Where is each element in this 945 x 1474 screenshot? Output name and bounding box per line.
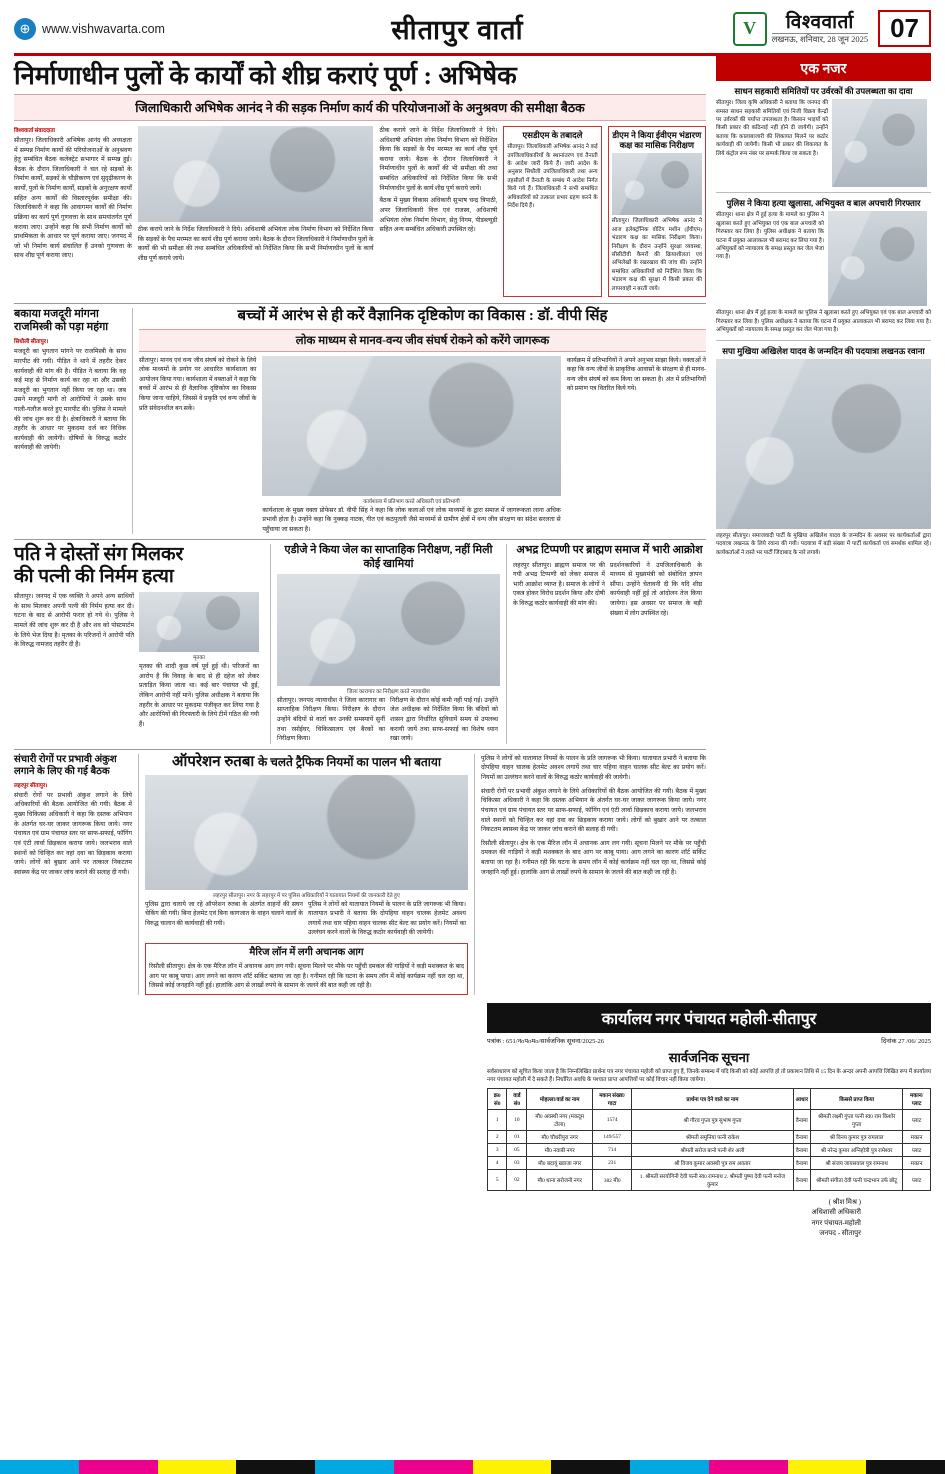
cell-basis: वैनामा <box>793 1156 810 1169</box>
cell-house-no: 1574 <box>593 1109 632 1130</box>
cell-applicant: श्री विजय कुमार अवस्थी पुत्र राम अवतार <box>632 1156 793 1169</box>
rail-item-text-cont: सीतापुर। थाना क्षेत्र में हुई हत्या के मामले का पुलिस ने खुलासा करते हुए अभियुक्त एवं एक बाल अपचारी को गिरफ्तार कर लिया है। पुलिस अधीक्षक ने बताया कि घटना में प्रयुक्त आलाकत्ल भी बरामद कर लिया गया है। अभियुक्तों को न्यायालय के समक्ष प्रस्तुत कर जेल भेजा गया है। <box>716 310 931 334</box>
workshop-photo-caption: कार्यशाला में प्रतिभाग करते अधिकारी एवं प्रतिभागी <box>363 498 460 505</box>
website-url[interactable]: www.vishwavarta.com <box>42 21 165 36</box>
signatory-office: नगर पंचायत-महोली <box>811 1218 861 1227</box>
victim-photo <box>139 592 259 652</box>
rail-item-title: पुलिस ने किया हत्या खुलासा, अभियुक्त व बाल अपचारी गिरफ्तार <box>726 198 921 209</box>
evm-inspection-box <box>608 126 706 297</box>
cell-basis: वैनामा <box>793 1143 810 1156</box>
science-headline: बच्चों में आरंभ से ही करें वैज्ञानिक दृष्टिकोण का विकास : डॉ. वीपी सिंह <box>237 307 608 324</box>
cell-serial: 3 <box>488 1143 507 1156</box>
dm-meeting-photo <box>138 126 374 222</box>
cell-applicant: श्रीमती सरोज बानो पत्नी शेर अली <box>632 1143 793 1156</box>
cell-mohalla: मौ0 थाना सरोजनी नगर <box>527 1169 593 1190</box>
labour-text: मजदूरी का भुगतान मांगने पर राजमिस्त्री के साथ मारपीट की गयी। पीड़ित ने थाने में तहरीर देकर कार्यवाही की मांग की है। पीड़ित ने बताया कि वह कई माह से निर्माण कार्य कर रहा था और उसकी मजदूरी का भुगतान नहीं किया जा रहा था। जब उसने मजदूरी मांगी तो आरोपियों ने उसके साथ गाली-गलौज करते हुए मारपीट की। पुलिस ने मामले की जांच शुरू कर दी है। क्षेत्राधिकारी ने बताया कि तहरीर के आधार पर मुकदमा दर्ज कर विधिक कार्यवाही की जायेगी। दोषियों के विरुद्ध कठोर कार्यवाही की जायेगी। <box>14 348 126 452</box>
rail-item-text: लहरपुर सीतापुर। समाजवादी पार्टी के मुखिया अखिलेश यादव के जन्मदिन के अवसर पर कार्यकर्ताओं द्वारा पदयात्रा लखनऊ के लिये रवाना की गयी। पदयात्रा में बड़ी संख्या में पार्टी कार्यकर्ता एवं समर्थक शामिल रहे। कार्यकर्ताओं ने रास्ते भर पार्टी जिंदाबाद के नारे लगाये। <box>716 532 931 556</box>
murder-headline-2: की पत्नी की निर्मम हत्या <box>14 566 174 588</box>
traffic-checking-photo <box>145 775 468 890</box>
rail-header: एक नजर <box>716 56 931 81</box>
sdm-transfer-box <box>503 126 601 297</box>
publication-logo <box>733 12 868 46</box>
cell-type: प्लाट <box>903 1143 931 1156</box>
logo-mark-icon: V <box>733 12 767 46</box>
cell-type: प्लाट <box>903 1109 931 1130</box>
cell-from-whom: श्रीमती संगीता देवी पत्नी चन्द्रभान उर्फ छोटू <box>811 1169 903 1190</box>
jail-headline: एडीजे ने किया जेल का साप्ताहिक निरीक्षण, नहीं मिली कोई खामियां <box>284 544 493 570</box>
notice-heading: सार्वजनिक सूचना <box>668 1050 750 1065</box>
rail-item <box>716 193 931 340</box>
rail-item <box>716 341 931 562</box>
evm-box-title: डीएम ने किया ईवीएम भंडारण कक्ष का मासिक निरीक्षण <box>612 130 702 151</box>
color-registration-strip <box>0 1460 945 1474</box>
edition-title: सीतापुर वार्ता <box>391 15 524 45</box>
cell-ward: 02 <box>507 1169 527 1190</box>
murder-headline-1: पति ने दोस्तों संग मिलकर <box>14 544 184 566</box>
col-mohalla: मोहल्ला/वार्ड का नाम <box>527 1088 593 1109</box>
fire-headline: मैरिज लॉन में लगी अचानक आग <box>249 947 364 958</box>
workshop-group-photo <box>262 356 560 496</box>
public-notice-block <box>487 1003 931 1239</box>
col-applicant: प्रार्थना पत्र देने वाले का नाम <box>632 1088 793 1109</box>
science-col2: कार्यशाला के मुख्य वक्ता प्रोफेसर डॉ. वीपी सिंह ने कहा कि लोक कलाओं एवं लोक माध्यमों के द्वारा समाज में जागरूकता लाना अधिक प्रभावी होता है। उन्होंने कहा कि नुक्कड़ नाटक, गीत एवं कठपुतली जैसे माध्यमों से ग्रामीण क्षेत्रों में वन्य जीव संरक्षण का संदेश सरलता से पहुँचाया जा सकता है। <box>262 506 561 533</box>
traffic-overflow-text: पुलिस ने लोगों को यातायात नियमों के पालन के प्रति जागरूक भी किया। यातायात प्रभारी ने बताया कि दोपहिया वाहन चालक हेलमेट अवश्य लगायें तथा चार पहिया वाहन चालक सीट बेल्ट का प्रयोग करें। नियमों का उल्लंघन करने वालों के विरुद्ध कठोर कार्यवाही की जायेगी। <box>481 754 706 782</box>
fertilizer-distribution-photo <box>832 99 927 187</box>
table-row <box>488 1156 931 1169</box>
cell-from-whom: श्रीमती लक्ष्मी गुप्ता पत्नी स्व0 राम किशोर गुप्ता <box>811 1109 903 1130</box>
cell-from-whom: श्री संजय जायसवाल पुत्र रामनाथ <box>811 1156 903 1169</box>
cell-serial: 4 <box>488 1156 507 1169</box>
table-row <box>488 1143 931 1156</box>
evm-box-text: सीतापुर। जिलाधिकारी अभिषेक आनंद ने आज इलेक्ट्रॉनिक वोटिंग मशीन (ईवीएम) भंडारण कक्ष का मासिक निरीक्षण किया। निरीक्षण के दौरान उन्होंने सुरक्षा व्यवस्था, सीसीटीवी कैमरों की क्रियाशीलता एवं अभिलेखों के रखरखाव की जांच की। उन्होंने सम्बंधित अधिकारियों को निर्देशित किया कि भंडारण कक्ष की सुरक्षा में किसी प्रकार की लापरवाही न बरती जाये। <box>611 218 702 292</box>
main-column <box>14 56 714 995</box>
masthead <box>14 10 931 56</box>
dengue-headline-1: संचारी रोगों पर प्रभावी अंकुश <box>14 753 117 765</box>
table-row <box>488 1130 931 1143</box>
col-ward: वार्ड सं0 <box>507 1088 527 1109</box>
cell-serial: 5 <box>488 1169 507 1190</box>
signatory-designation: अधिशासी अधिकारी <box>811 1208 861 1217</box>
cell-mohalla: मौ0 अवस्थी नगर (मकदूम टोला) <box>527 1109 593 1130</box>
cell-house-no: 149/557 <box>593 1130 632 1143</box>
jail-col2: निरीक्षण के दौरान कोई कमी नहीं पाई गई। उन्होंने जेल अधीक्षक को निर्देशित किया कि बंदियों को शासन द्वारा निर्धारित सुविधायें समय से उपलब्ध करायी जायें तथा साफ-सफाई का विशेष ध्यान रखा जाये। <box>390 696 498 743</box>
jail-photo-caption: जिला कारागार का निरीक्षण करते न्यायाधीश <box>347 688 430 695</box>
masthead-right <box>631 10 931 47</box>
table-row <box>488 1109 931 1130</box>
cell-applicant: 1. श्रीमती सरयोगिनी देवी पत्नी स्व0 रामनाथ 2. श्रीमती पुष्पा देवी पत्नी मनोज कुमार <box>632 1169 793 1190</box>
cell-basis: वैनामा <box>793 1169 810 1190</box>
signatory-district: जनपद - सीतापुर <box>819 1229 861 1238</box>
col-house-no: मकान संख्या/गाटा <box>593 1088 632 1109</box>
victim-photo-caption: मृतका <box>193 655 205 662</box>
lead-headline: निर्माणाधीन पुलों के कार्यों को शीघ्र कराएं पूर्ण : अभिषेक <box>14 61 517 90</box>
traffic-col1: पुलिस द्वारा चलाये जा रहे ऑपरेशन रुतबा के अंतर्गत वाहनों की सघन चेकिंग की गयी। बिना हेलमेट एवं बिना कागजात के वाहन चलाने वालों के विरुद्ध चालान की कार्यवाही की गयी। <box>145 900 303 927</box>
lead-kicker: विश्ववार्ता संवाददाता <box>14 128 56 135</box>
cell-type: मकान <box>903 1130 931 1143</box>
protest-col1: लहरपुर सीतापुर। ब्राह्मण समाज पर की गयी अभद्र टिप्पणी को लेकर समाज में भारी आक्रोश व्याप्त है। समाज के लोगों ने एकत्र होकर विरोध प्रदर्शन किया और दोषी के विरुद्ध कठोर कार्यवाही की मांग की। <box>513 561 605 608</box>
cell-house-no: 382 मी0 <box>593 1169 632 1190</box>
protest-headline: अभद्र टिप्पणी पर ब्राह्मण समाज में भारी आक्रोश <box>516 544 703 557</box>
ek-nazar-rail <box>716 56 931 562</box>
lead-body-grid <box>14 126 706 297</box>
notice-letter-no: पत्रांक : 651/नoपoमo/सार्वजनिक सूचना/2025-26 <box>487 1038 605 1045</box>
masthead-left <box>14 18 284 40</box>
globe-icon: ⊕ <box>14 18 36 40</box>
cell-ward: 10 <box>507 1109 527 1130</box>
lead-col2: ठीक कराये जाने के निर्देश जिलाधिकारी ने दिये। अधिशाषी अभियंता लोक निर्माण विभाग को निर्देशित किया कि सड़कों के पैच मरम्मत का कार्य शीघ्र पूर्ण कराया जाये। बैठक के दौरान जिलाधिकारी ने निर्माणाधीन पुलों के कार्यों की भी समीक्षा की तथा सम्बंधित अधिकारियों को निर्देशित किया कि सभी निर्माणाधीन पुलों के कार्य शीघ्र पूर्ण कराये जायें। <box>137 226 374 262</box>
cell-ward: 01 <box>507 1130 527 1143</box>
cell-from-whom: श्री विनय कुमार पुत्र रामलाल <box>811 1130 903 1143</box>
cell-serial: 2 <box>488 1130 507 1143</box>
rail-item-title: सपा मुखिया अखिलेश यादव के जन्मदिन की पदयात्रा लखनऊ रवाना <box>722 345 925 356</box>
murder-col2: मृतका की शादी कुछ वर्ष पूर्व हुई थी। परिजनों का आरोप है कि विवाह के बाद से ही दहेज को लेकर प्रताड़ित किया जाता था। कई बार पंचायत भी हुई, लेकिन आरोपी नहीं माने। पुलिस अधीक्षक ने बताया कि तहरीर के आधार पर मुकदमा पंजीकृत कर लिया गया है और आरोपियों की गिरफ्तारी के लिये टीमें गठित की गयी हैं। <box>139 663 259 728</box>
police-arrest-photo <box>828 211 927 306</box>
evm-room-photo <box>612 153 702 215</box>
notice-signature <box>487 1197 931 1239</box>
cell-applicant: श्री गौरव गुप्ता पुत्र सुभाष गुप्ता <box>632 1109 793 1130</box>
fire-overflow-text: रिसौली सीतापुर। क्षेत्र के एक मैरिज लॉन में अचानक आग लग गयी। सूचना मिलने पर मौके पर पहुँची दमकल की गाड़ियों ने कड़ी मशक्कत के बाद आग पर काबू पाया। आग लगने का कारण शॉर्ट सर्किट बताया जा रहा है। गनीमत रही कि घटना के समय लॉन में कोई कार्यक्रम नहीं चल रहा था, जिससे कोई जनहानि नहीं हुई। हालांकि आग से लाखों रुपये के सामान के जलने की बात कही जा रही है। <box>481 839 706 876</box>
traffic-col2: पुलिस ने लोगों को यातायात नियमों के पालन के प्रति जागरूक भी किया। यातायात प्रभारी ने बताया कि दोपहिया वाहन चालक हेलमेट अवश्य लगायें तथा चार पहिया वाहन चालक सीट बेल्ट का प्रयोग करें। नियमों का उल्लंघन करने वालों के विरुद्ध कठोर कार्यवाही की जायेगी। <box>308 900 466 937</box>
cell-ward: 03 <box>507 1156 527 1169</box>
cell-house-no: 714 <box>593 1143 632 1156</box>
science-col1: सीतापुर। मानव एवं वन्य जीव संघर्ष को रोकने के लिये लोक माध्यमों के प्रयोग पर आधारित कार्यशाला का आयोजन किया गया। कार्यशाला में वक्ताओं ने कहा कि बच्चों में आरंभ से ही वैज्ञानिक दृष्टिकोण का विकास किया जाना चाहिये, जिससे वे प्रकृति एवं वन्य जीवों के प्रति संवेदनशील बन सकें। <box>139 356 257 412</box>
logo-name: विश्ववार्ता <box>785 12 854 34</box>
traffic-headline-1: ऑपरेशन रुतबा <box>172 753 255 770</box>
dengue-text: संचारी रोगों पर प्रभावी अंकुश लगाने के लिये अधिकारियों की बैठक आयोजित की गयी। बैठक में मुख्य चिकित्सा अधिकारी ने कहा कि दस्तक अभियान के अंतर्गत घर-घर जाकर जागरूक किया जाये। नगर पंचायत एवं ग्राम पंचायत स्तर पर साफ-सफाई, फॉगिंग एवं एंटी लार्वा छिड़काव कराया जाये। जलभराव वाले स्थानों को चिन्हित कर वहां दवा का छिड़काव कराया जाये। लोगों को बुखार आने पर तत्काल निकटतम स्वास्थ्य केंद्र पर जाकर जांच कराने की सलाह दी गयी। <box>14 791 132 876</box>
traffic-headline-2: के चलते ट्रैफिक नियमों का पालन भी बताया <box>258 754 441 769</box>
dengue-kicker: लहरपुर सीतापुर। <box>14 782 48 789</box>
lead-col1: सीतापुर। जिलाधिकारी अभिषेक आनंद की अध्यक्षता में सम्पन्न निर्माण कार्यो की परियोजनाओं के अनुश्रवण हेतु सम्बंधित बैठक कलेक्ट्रेट सभागार में सम्पन्न हुई। बैठक के दौरान जिलाधिकारी ने चल रहे सड़कों के निर्माण कार्यों, सड़कों के चौड़ीकरण एवं सुदृढ़ीकरण के कार्यों, पुलों के निर्माण कार्यों, सड़कों के अनुरक्षण कार्यों सहित अन्य कार्यों की विस्तारपूर्वक समीक्षा की। जिलाधिकारी ने कहा कि आवागमन कार्यों की निर्माण प्रक्रिया का कार्य पूर्ण गुणवत्ता के साथ समयांतर्गत पूर्ण कराया जाए। उन्होंने कहा कि सभी निर्माण कार्यों को प्राथमिकता के आधार पर पूर्ण कराया जाए। जनपद में जो भी निर्माण कार्य संचालित हैं उनको गुणवत्ता के साथ शीघ्र पूर्ण कराया जाए। <box>14 137 132 260</box>
table-row <box>488 1169 931 1190</box>
science-col3: कार्यक्रम में प्रतिभागियों ने अपने अनुभव साझा किये। वक्ताओं ने कहा कि वन्य जीवों के प्राकृतिक आवासों के संरक्षण से ही मानव-वन्य जीव संघर्ष को कम किया जा सकता है। अंत में प्रतिभागियों को प्रमाण पत्र वितरित किये गये। <box>566 356 706 393</box>
jail-inspection-photo <box>277 574 500 686</box>
fire-text: रिसौली सीतापुर। क्षेत्र के एक मैरिज लॉन में अचानक आग लग गयी। सूचना मिलने पर मौके पर पहुँची दमकल की गाड़ियों ने कड़ी मशक्कत के बाद आग पर काबू पाया। आग लगने का कारण शॉर्ट सर्किट बताया जा रहा है। गनीमत रही कि घटना के समय लॉन में कोई कार्यक्रम नहीं चल रहा था, जिससे कोई जनहानि नहीं हुई। हालांकि आग से लाखों रुपये के सामान के जलने की बात कही जा रही है। <box>149 963 464 990</box>
traffic-photo-caption: लहरपुर सीतापुर। नगर के लहरपुर में पर पुलिस अधिकारियों ने यातायात नियमों की जानकारी देते हुए <box>213 892 400 899</box>
cell-from-whom: श्री नरेन्द्र कुमार अग्निहोत्री पुत्र रामेश्वर <box>811 1143 903 1156</box>
notice-date: दिनांक 27 /06/ 2025 <box>881 1038 931 1045</box>
logo-subline: लखनऊ, शनिवार, 28 जून 2025 <box>771 34 869 44</box>
lead-col3: बैठक में मुख्य विकास अधिकारी सुभाष चन्द्र त्रिपाठी, अपर जिलाधिकारी वित्त एवं राजस्व, अधिशाषी अभियंता लोक निर्माण विभाग, सेतु निगम, पीडब्ल्यूडी सहित अन्य सम्बंधित अधिकारी उपस्थित रहे। <box>379 197 498 234</box>
cell-type: प्लाट <box>903 1169 931 1190</box>
col-from-whom: किससे प्राप्त किया <box>811 1088 903 1109</box>
dengue-headline-2: लगाने के लिए की गई बैठक <box>14 765 110 777</box>
padyatra-group-photo <box>716 359 931 529</box>
protest-col2: प्रदर्शनकारियों ने उपजिलाधिकारी के माध्यम से मुख्यमंत्री को संबोधित ज्ञापन सौंपा। उन्होंने चेतावनी दी कि यदि शीघ्र कार्यवाही नहीं हुई तो आंदोलन तेज किया जायेगा। इस अवसर पर समाज के बड़ी संख्या में लोग उपस्थित रहे। <box>610 561 702 617</box>
col-serial: क्र0 सं0 <box>488 1088 507 1109</box>
labour-headline-2: राजमिस्त्री को पड़ा महंगा <box>14 321 109 334</box>
cell-mohalla: मौ0 बदायूं ख्वाजा नगर <box>527 1156 593 1169</box>
rail-item-text: सीतापुर। जिला कृषि अधिकारी ने बताया कि जनपद की समस्त साधन सहकारी समितियों एवं निजी विक्रय केन्द्रों पर उर्वरकों की पर्याप्त उपलब्धता है। किसान भाइयों को किसी प्रकार की कठिनाई नहीं होने दी जायेगी। उन्होंने बताया कि कालाबाजारी की शिकायत मिलने पर कठोर कार्यवाही की जायेगी। किसी भी प्रकार की शिकायत के लिये कंट्रोल रूम नंबर पर सम्पर्क किया जा सकता है। <box>716 100 828 157</box>
jail-col1: सीतापुर। जनपद न्यायाधीश ने जिला कारागार का साप्ताहिक निरीक्षण किया। निरीक्षण के दौरान उन्होंने बंदियों से वार्ता कर उनकी समस्यायें सुनीं तथा रसोईघर, चिकित्सालय एवं बैरकों का निरीक्षण किया। <box>277 696 385 743</box>
notice-office-title: कार्यालय नगर पंचायत महोली-सीतापुर <box>487 1003 931 1033</box>
cell-mohalla: मौ0 नवाबी नगर <box>527 1143 593 1156</box>
cell-house-no: 231 <box>593 1156 632 1169</box>
cell-basis: वैनामा <box>793 1109 810 1130</box>
table-header-row <box>488 1088 931 1109</box>
murder-col1: सीतापुर। जनपद में एक व्यक्ति ने अपने अन्य साथियों के साथ मिलकर अपनी पत्नी की निर्मम हत्या कर दी। घटना के बाद से आरोपी फरार हो गये थे। पुलिस ने मामले की जांच शुरू कर दी है और शव को पोस्टमार्टम के लिये भेज दिया है। मृतका के परिजनों ने आरोपी पति के विरुद्ध नामजद तहरीर दी है। <box>14 593 134 649</box>
signatory-name: ( श्रीश मिश्र ) <box>828 1197 861 1206</box>
rail-item-title: साधन सहकारी समितियों पर उर्वरकों की उपलब्धता का दावा <box>734 86 913 96</box>
cell-basis: वैनामा <box>793 1130 810 1143</box>
cell-mohalla: मौ0 चौधरीपुरा नगर <box>527 1130 593 1143</box>
science-subhead: लोक माध्यम से मानव-वन्य जीव संघर्ष रोकने को करेंगे जागरूक <box>139 329 706 352</box>
sdm-box-title: एसडीएम के तबादले <box>522 130 583 141</box>
cell-applicant: श्रीमती समुनिया पत्नी राकेश <box>632 1130 793 1143</box>
labour-headline-1: बकाया मजदूरी मांगना <box>14 307 99 320</box>
labour-kicker: सिधौली सीतापुर। <box>14 339 49 346</box>
notice-body: सर्वसाधारण को सूचित किया जाता है कि निम्नलिखित प्रार्थना पत्र नगर पंचायत महोली को प्राप्त हुए हैं, जिनके सम्बन्ध में यदि किसी को कोई आपत्ति हो तो प्रकाशन तिथि से 15 दिन के अन्दर अपनी आपत्ति लिखित रूप में कार्यालय नगर पंचायत महोली में दे सकते हैं। निर्धारित अवधि के पश्चात प्राप्त आपत्तियों पर कोई विचार नहीं किया जायेगा। <box>487 1069 931 1084</box>
page-number: 07 <box>878 10 931 47</box>
dengue-overflow-text: संचारी रोगों पर प्रभावी अंकुश लगाने के लिये अधिकारियों की बैठक आयोजित की गयी। बैठक में मुख्य चिकित्सा अधिकारी ने कहा कि दस्तक अभियान के अंतर्गत घर-घर जाकर जागरूक किया जाये। नगर पंचायत एवं ग्राम पंचायत स्तर पर साफ-सफाई, फॉगिंग एवं एंटी लार्वा छिड़काव कराया जाये। जलभराव वाले स्थानों को चिन्हित कर वहां दवा का छिड़काव कराया जाये। लोगों को बुखार आने पर तत्काल निकटतम स्वास्थ्य केंद्र पर जाकर जांच कराने की सलाह दी गयी। <box>481 787 706 834</box>
col-type: मकान/प्लाट <box>903 1088 931 1109</box>
cell-serial: 1 <box>488 1109 507 1130</box>
lead-col2b: ठीक कराये जाने के निर्देश जिलाधिकारी ने दिये। अधिशाषी अभियंता लोक निर्माण विभाग को निर्देशित किया कि सड़कों के पैच मरम्मत का कार्य शीघ्र पूर्ण कराया जाये। बैठक के दौरान जिलाधिकारी ने निर्माणाधीन पुलों के कार्यों की भी समीक्षा की तथा सम्बंधित अधिकारियों को निर्देशित किया कि सभी निर्माणाधीन पुलों के कार्य शीघ्र पूर्ण कराये जायें। <box>379 127 498 192</box>
cell-type: मकान <box>903 1156 931 1169</box>
notice-table <box>487 1088 931 1191</box>
rail-item <box>716 81 931 193</box>
col-basis: आधार <box>793 1088 810 1109</box>
lead-subhead: जिलाधिकारी अभिषेक आनंद ने की सड़क निर्माण कार्य की परियोजनाओं के अनुश्रवण की समीक्षा बैठक <box>14 94 706 121</box>
sdm-box-text: सीतापुर। जिलाधिकारी अभिषेक आनंद ने कई उपजिलाधिकारियों के स्थानांतरण एवं तैनाती के आदेश जारी किये हैं। जारी आदेश के अनुसार सिधौली उपजिलाधिकारी तथा अन्य तहसीलों में तैनाती के सम्बंध में आदेश निर्गत किये गये हैं। जिलाधिकारी ने सभी सम्बंधित अधिकारियों को तत्काल प्रभार ग्रहण करने के निर्देश दिये हैं। <box>507 144 598 209</box>
rail-item-text: सीतापुर। थाना क्षेत्र में हुई हत्या के मामले का पुलिस ने खुलासा करते हुए अभियुक्त एवं एक बाल अपचारी को गिरफ्तार कर लिया है। पुलिस अधीक्षक ने बताया कि घटना में प्रयुक्त आलाकत्ल भी बरामद कर लिया गया है। अभियुक्तों को न्यायालय के समक्ष प्रस्तुत कर जेल भेजा गया है। <box>716 212 824 261</box>
cell-ward: 05 <box>507 1143 527 1156</box>
